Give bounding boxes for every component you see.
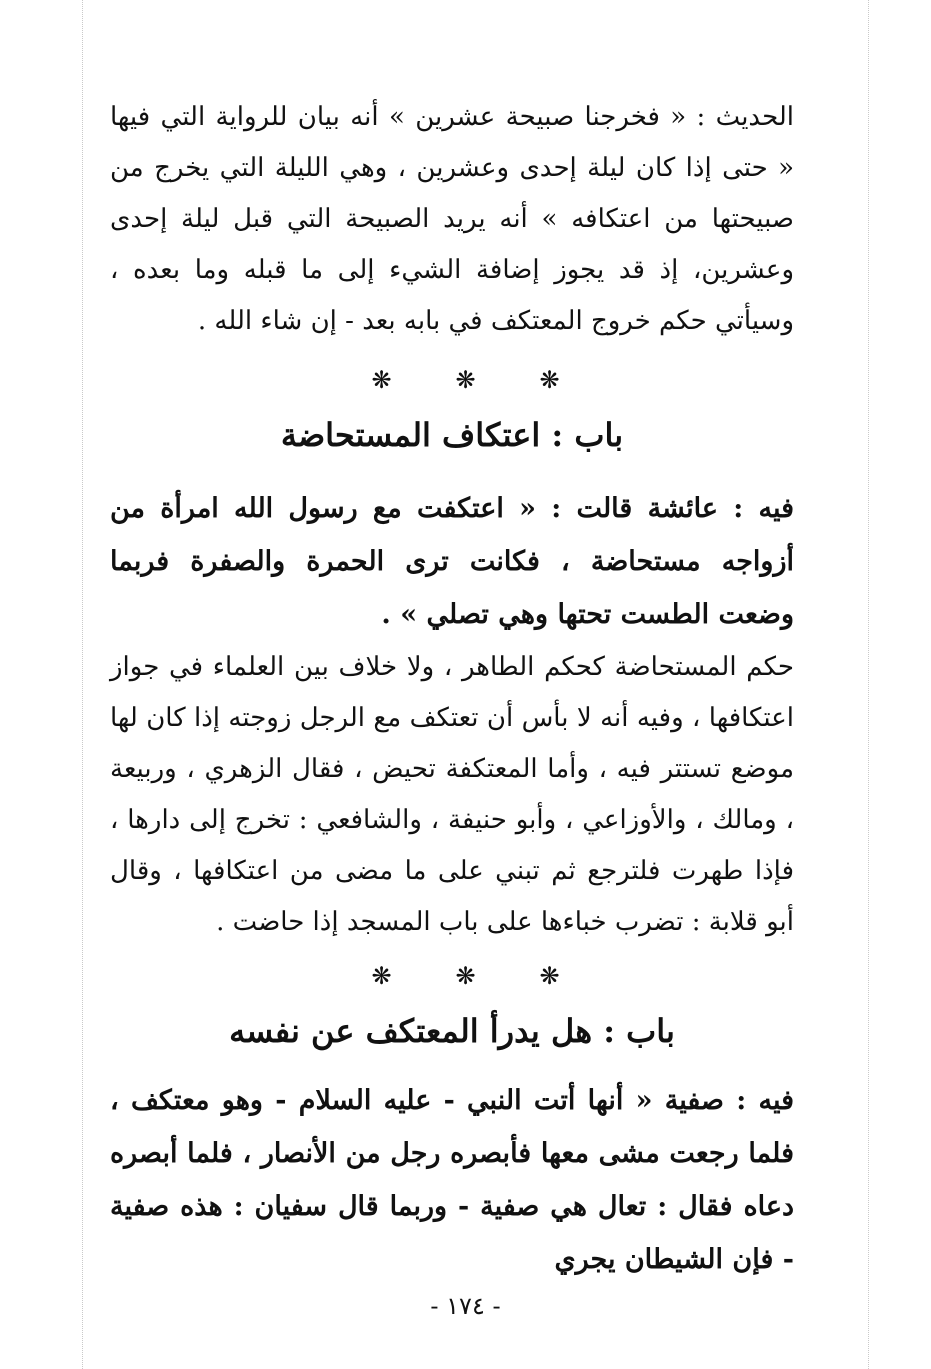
hadith-block (110, 482, 794, 641)
hadith-paragraph: فيه : عائشة قالت : « اعتكفت مع رسول الله امرأة من أزواجه مستحاضة ، فكانت ترى الحمرة والصفرة فربما وضعت الطست تحتها وهي تصلي » . (110, 493, 794, 630)
section-separator (0, 962, 931, 990)
page-number: - ١٧٤ - (430, 1292, 501, 1320)
hadith-block (110, 1074, 794, 1286)
scan-margin-line (868, 0, 869, 1369)
separator-star-icon: ❋ (455, 366, 476, 394)
chapter-heading: باب : هل يدرأ المعتكف عن نفسه (229, 1012, 675, 1050)
commentary-paragraph: حكم المستحاضة كحكم الطاهر ، ولا خلاف بين العلماء في جواز اعتكافها ، وفيه أنه لا بأس أن تعتكف مع الرجل زوجته إذا كان لها موضع تستتر فيه ، وأما المعتكفة تحيض ، فقال الزهري ، وربيعة ، ومالك ، والأوزاعي ، وأبو حنيفة ، والشافعي : تخرج إلى دارها ، فإذا طهرت فلترجع ثم تبني على ما مضى من اعتكافها ، وقال أبو قلابة : تضرب خباءها على باب المسجد إذا حاضت . (110, 652, 794, 937)
separator-star-icon: ❋ (371, 366, 392, 394)
chapter-heading: باب : اعتكاف المستحاضة (280, 416, 624, 454)
intro-paragraph: الحديث : « فخرجنا صبيحة عشرين » أنه بيان للرواية التي فيها « حتى إذا كان ليلة إحدى وعشرين ، وهي الليلة التي يخرج من صبيحتها من اعتكافه » أنه يريد الصبيحة التي قبل ليلة إحدى وعشرين، إذ قد يجوز إضافة الشيء إلى ما قبله وما بعده ، وسيأتي حكم خروج المعتكف في بابه بعد - إن شاء الله . (110, 102, 794, 336)
separator-star-icon: ❋ (455, 962, 476, 990)
separator-star-icon: ❋ (539, 962, 560, 990)
separator-star-icon: ❋ (371, 962, 392, 990)
hadith-paragraph: فيه : صفية « أنها أتت النبي - عليه السلام - وهو معتكف ، فلما رجعت مشى معها فأبصره رجل من الأنصار ، فلما أبصره دعاه فقال : تعال هي صفية - وربما قال سفيان : هذه صفية - فإن الشيطان يجري (110, 1085, 794, 1275)
section-separator (0, 366, 931, 394)
scan-margin-line (82, 0, 83, 1369)
commentary-block (110, 642, 794, 948)
separator-star-icon: ❋ (539, 366, 560, 394)
intro-paragraph-block (110, 92, 794, 347)
